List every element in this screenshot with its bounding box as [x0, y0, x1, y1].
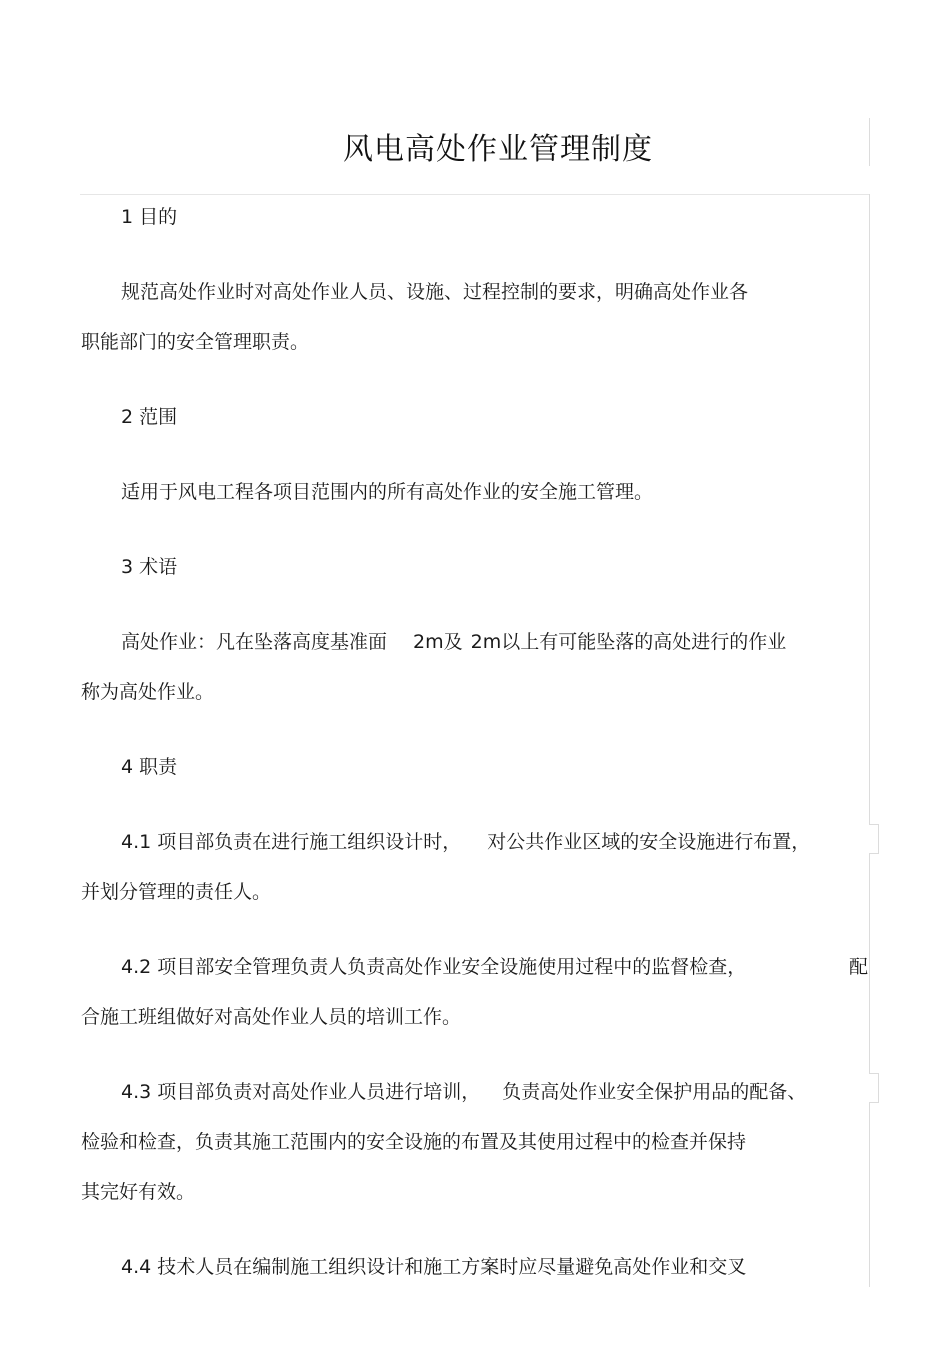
paragraph-segment: 高处作业：凡在坠落高度基准面 — [121, 631, 388, 653]
paragraph-segment: 2m以上有可能坠落的高处进行的作业 — [470, 631, 787, 653]
paragraph-line — [121, 954, 868, 980]
paragraph-segment: 4.3 项目部负责对高处作业人员进行培训， — [121, 1081, 481, 1103]
paragraph-line — [121, 629, 786, 655]
section-heading-responsibilities: 4 职责 — [121, 756, 178, 778]
paragraph-line: 称为高处作业。 — [81, 681, 215, 703]
frame-right-edge-bottom — [869, 1102, 870, 1287]
paragraph-line: 其完好有效。 — [81, 1181, 196, 1203]
frame-top-edge — [80, 194, 870, 195]
paragraph-line — [121, 829, 810, 855]
frame-right-edge-top — [869, 118, 870, 166]
section-heading-terms: 3 术语 — [121, 556, 178, 578]
paragraph-line: 合施工班组做好对高处作业人员的培训工作。 — [81, 1006, 462, 1028]
paragraph-line: 并划分管理的责任人。 — [81, 881, 272, 903]
paragraph-segment: 负责高处作业安全保护用品的配备、 — [502, 1081, 807, 1103]
paragraph-line — [121, 1079, 806, 1105]
paragraph-line: 规范高处作业时对高处作业人员、设施、过程控制的要求，明确高处作业各 — [121, 281, 749, 303]
paragraph-segment: 2m及 — [413, 631, 463, 653]
paragraph-line: 4.4 技术人员在编制施工组织设计和施工方案时应尽量避免高处作业和交叉 — [121, 1256, 747, 1278]
paragraph-line: 检验和检查，负责其施工范围内的安全设施的布置及其使用过程中的检查并保持 — [81, 1131, 747, 1153]
section-heading-scope: 2 范围 — [121, 406, 178, 428]
paragraph-segment: 4.2 项目部安全管理负责人负责高处作业安全设施使用过程中的监督检查， — [121, 956, 747, 978]
frame-right-edge — [869, 194, 870, 824]
frame-tab-2 — [869, 1073, 879, 1103]
paragraph-segment: 对公共作业区域的安全设施进行布置， — [487, 831, 811, 853]
frame-tab-1 — [869, 824, 879, 854]
document-title: 风电高处作业管理制度 — [343, 132, 653, 167]
paragraph-line: 职能部门的安全管理职责。 — [81, 331, 310, 353]
section-heading-purpose: 1 目的 — [121, 206, 178, 228]
paragraph-line: 适用于风电工程各项目范围内的所有高处作业的安全施工管理。 — [121, 481, 654, 503]
frame-right-edge-mid — [869, 853, 870, 1073]
paragraph-segment: 4.1 项目部负责在进行施工组织设计时， — [121, 831, 462, 853]
paragraph-segment: 配 — [848, 956, 868, 978]
